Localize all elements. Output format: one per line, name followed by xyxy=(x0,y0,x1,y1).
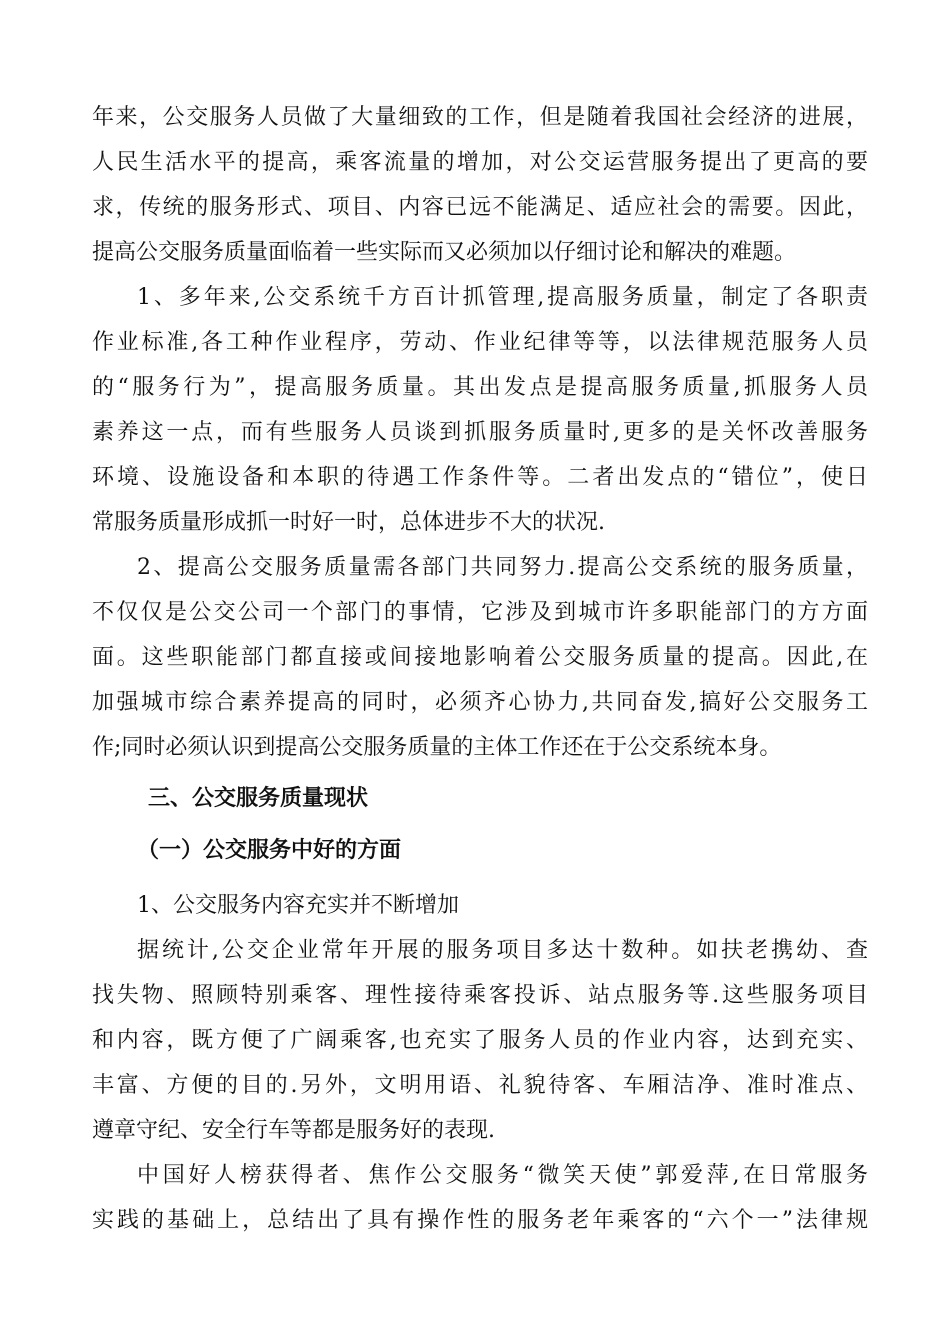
paragraph-line: 年来，公交服务人员做了大量细致的工作，但是随着我国社会经济的进展， xyxy=(92,105,868,130)
paragraph-line: 1、多年来,公交系统千方百计抓管理,提高服务质量，制定了各职责 xyxy=(137,285,868,310)
paragraph-line: 丰富、方便的目的.另外，文明用语、礼貌待客、车厢洁净、准时准点、 xyxy=(92,1073,868,1098)
paragraph-line: 找失物、照顾特别乘客、理性接待乘客投诉、站点服务等.这些服务项目 xyxy=(92,983,868,1008)
paragraph-line: 常服务质量形成抓一时好一时，总体进步不大的状况. xyxy=(92,510,605,535)
paragraph-line: 实践的基础上，总结出了具有操作性的服务老年乘客的“六个一”法律规 xyxy=(92,1208,868,1233)
paragraph-line: 中国好人榜获得者、焦作公交服务“微笑天使”郭爱萍,在日常服务 xyxy=(137,1163,868,1188)
paragraph-line: 素养这一点，而有些服务人员谈到抓服务质量时,更多的是关怀改善服务 xyxy=(92,420,868,445)
paragraph-line: 和内容，既方便了广阔乘客,也充实了服务人员的作业内容，达到充实、 xyxy=(92,1028,868,1053)
paragraph-line: 作业标准,各工种作业程序，劳动、作业纪律等等，以法律规范服务人员 xyxy=(92,330,868,355)
paragraph-line: 不仅仅是公交公司一个部门的事情，它涉及到城市许多职能部门的方方面 xyxy=(92,600,868,625)
subsection-heading: （一）公交服务中好的方面 xyxy=(137,837,402,863)
paragraph-line: 加强城市综合素养提高的同时，必须齐心协力,共同奋发,搞好公交服务工 xyxy=(92,690,868,715)
paragraph-line: 面。这些职能部门都直接或间接地影响着公交服务质量的提高。因此,在 xyxy=(92,645,868,670)
section-heading: 三、公交服务质量现状 xyxy=(148,785,369,811)
paragraph-line: 提高公交服务质量面临着一些实际而又必须加以仔细讨论和解决的难题。 xyxy=(92,240,797,265)
paragraph-line: 2、提高公交服务质量需各部门共同努力.提高公交系统的服务质量， xyxy=(137,555,868,580)
item-heading: 1、公交服务内容充实并不断增加 xyxy=(137,893,459,918)
paragraph-line: 作;同时必须认识到提高公交服务质量的主体工作还在于公交系统本身。 xyxy=(92,735,782,760)
paragraph-line: 的“服务行为”，提高服务质量。其出发点是提高服务质量,抓服务人员 xyxy=(92,375,868,400)
paragraph-line: 求，传统的服务形式、项目、内容已远不能满足、适应社会的需要。因此， xyxy=(92,195,868,220)
paragraph-line: 据统计,公交企业常年开展的服务项目多达十数种。如扶老携幼、查 xyxy=(137,938,868,963)
paragraph-line: 人民生活水平的提高，乘客流量的增加，对公交运营服务提出了更高的要 xyxy=(92,150,868,175)
paragraph-line: 环境、设施设备和本职的待遇工作条件等。二者出发点的“错位”，使日 xyxy=(92,465,868,490)
paragraph-line: 遵章守纪、安全行车等都是服务好的表现. xyxy=(92,1118,495,1143)
